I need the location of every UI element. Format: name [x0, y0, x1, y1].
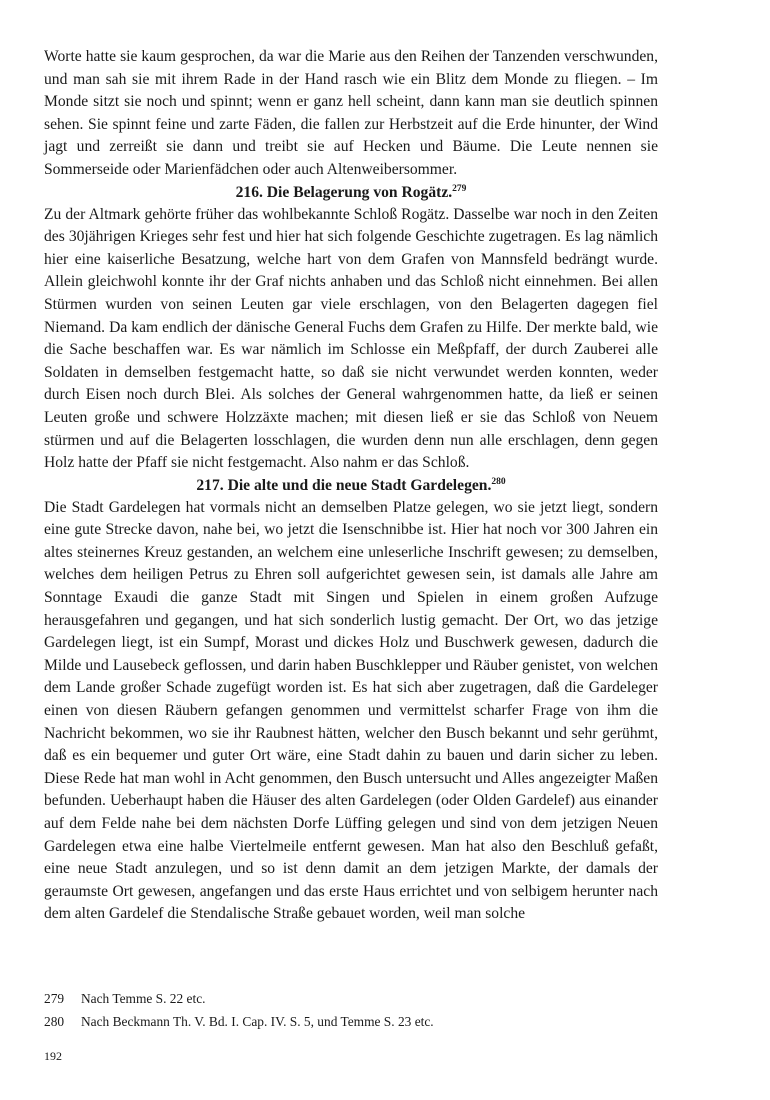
- page-number: 192: [44, 1049, 62, 1063]
- section-heading-216: [44, 182, 658, 204]
- paragraph-216: Zu der Altmark gehörte früher das wohlbekannte Schloß Rogätz. Dasselbe war noch in den Zeiten des 30jährigen Krieges sehr fest und hier hat sich folgende Geschichte zugetragen. Es lag nämlich hier eine kaiserliche Besatzung, welche hart von dem Grafen von Mannsfeld bedrängt wurde. Allein gleichwohl konnte ihr der Graf nichts anhaben und das Schloß nicht einnehmen. Bei allen Stürmen wurden von seinen Leuten gar viele erschlagen, von den Belagerten dagegen fiel Niemand. Da kam endlich der dänische General Fuchs dem Grafen zu Hilfe. Der merkte bald, wie die Sache beschaffen war. Es war nämlich im Schlosse ein Meßpfaff, der durch Zauberei alle Soldaten in demselben festgemacht hatte, so daß sie nicht verwundet werden konnten, weder durch Eisen noch durch Blei. Als solches der General wahrgenommen hatte, da ließ er seinen Leuten große und schwere Holzzäxte machen; mit diesen ließ er sie das Schloß von Neuem stürmen und auf die Belagerten losschlagen, die wurden denn nun alle erschlagen, denn gegen Holz hatte der Pfaff sie nicht festgemacht. Also nahm er das Schloß.: [44, 205, 658, 472]
- footnote-text: Nach Beckmann Th. V. Bd. I. Cap. IV. S. 5, und Temme S. 23 etc.: [81, 1013, 434, 1029]
- page-body: [44, 46, 658, 926]
- paragraph-217: Die Stadt Gardelegen hat vormals nicht an demselben Platze gelegen, wo sie jetzt liegt, sondern eine gute Strecke davon, nahe bei, wo jetzt die Isenschnibbe ist. Hier hat noch vor 300 Jahren ein altes steinernes Kreuz gestanden, an welchem eine unleserliche Inschrift gewesen; zu demselben, welches dem heiligen Petrus zu Ehren soll aufgerichtet gewesen sein, ist damals alle Jahre am Sonntage Exaudi die ganze Stadt mit Singen und Spielen in einem großen Aufzuge herausgefahren und gegangen, und hat sich sonderlich lustig gemacht. Der Ort, wo das jetzige Gardelegen liegt, ist ein Sumpf, Morast und dickes Holz und Buschwerk gewesen, dadurch die Milde und Lausebeck geflossen, und darin haben Buschklepper und Räuber genistet, von welchen dem Lande großer Schade zugefügt worden ist. Es hat sich aber zugetragen, daß die Gardeleger einen von diesen Räubern gefangen genommen und vermittelst scharfer Frage von ihm die Nachricht bekommen, wo sie ihr Raubnest hätten, welcher den Busch bekannt und sehr gerühmt, daß es ein bequemer und guter Ort wäre, eine Stadt dahin zu bauen und darin sicher zu leben. Diese Rede hat man wohl in Acht genommen, den Busch untersucht und Alles angezeigter Maßen befunden. Ueberhaupt haben die Häuser des alten Gardelegen (oder Olden Gardelef) aus einander auf dem Felde nahe bei dem nächsten Dorfe Lüffing gelegen und sind von dem jetzigen Neuen Gardelegen etwa eine halbe Viertelmeile entfernt gewesen. Man hat also den Beschluß gefaßt, eine neue Stadt anzulegen, und so ist denn damit an dem jetzigen Markte, der damals der geraumste Ort gewesen, angefangen und das erste Haus errichtet und von selbigem herunter nach dem alten Gardelef die Stendalische Straße gebauet worden, weil man solche: [44, 498, 658, 923]
- footnote-280: [44, 1011, 658, 1034]
- footnote-ref-280[interactable]: 280: [491, 476, 506, 487]
- footnotes: [44, 988, 658, 1033]
- footnote-text: Nach Temme S. 22 etc.: [81, 991, 206, 1006]
- paragraph-intro: Worte hatte sie kaum gesprochen, da war die Marie aus den Reihen der Tanzenden verschwunden, und man sah sie mit ihrem Rade in der Hand rasch wie ein Blitz dem Monde zu fliegen. – Im Monde sitzt sie noch und spinnt; wenn er ganz hell scheint, dann kann man sie deutlich spinnen sehen. Sie spinnt feine und zarte Fäden, die fallen zur Herbstzeit auf die Erde hinunter, der Wind jagt und zerreißt sie dann und treibt sie auf Hecken und Bäume. Die Leute nennen sie Sommerseide oder Marienfädchen oder auch Altenweibersommer.: [44, 48, 658, 178]
- footnote-number: 280: [44, 1013, 65, 1029]
- footnote-279: [44, 988, 658, 1011]
- section-title-217: 217. Die alte und die neue Stadt Gardelegen.: [196, 476, 492, 494]
- section-title-216: 216. Die Belagerung von Rogätz.: [235, 183, 453, 201]
- footnote-number: 279: [44, 991, 65, 1006]
- footnote-ref-279[interactable]: 279: [452, 183, 467, 194]
- section-heading-217: [44, 475, 658, 497]
